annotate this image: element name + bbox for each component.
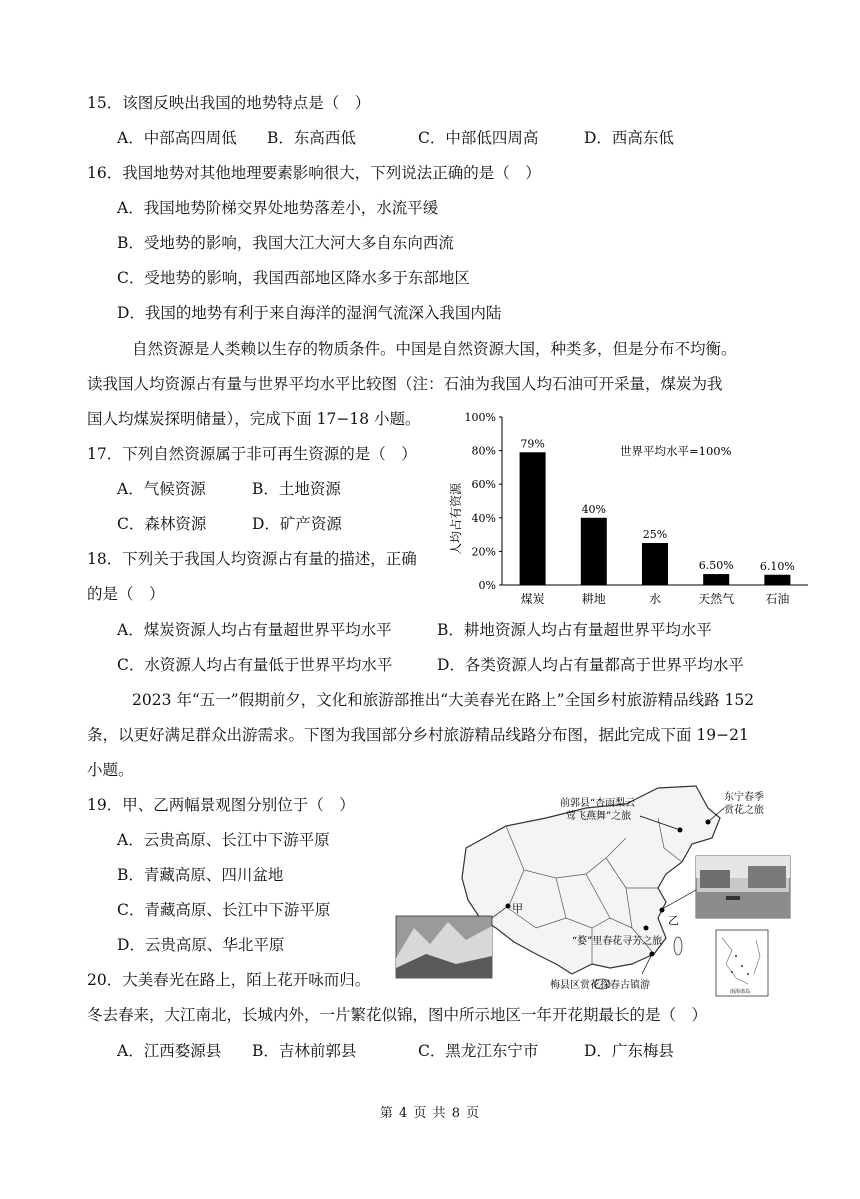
q20-option-b: B．吉林前郭县: [252, 1042, 357, 1060]
chart-bar: [520, 452, 546, 585]
chart-value-label: 40%: [581, 502, 607, 516]
chart-bar: [642, 543, 668, 585]
marker-wuyuan: [644, 926, 649, 931]
chart-category-label: 天然气: [698, 592, 735, 606]
chart-y-tick-label: 60%: [471, 478, 496, 492]
q16-stem: 16．我国地势对其他地理要素影响很大，下列说法正确的是（ ）: [87, 164, 541, 182]
q18-stem-line2: 的是（ ）: [87, 585, 165, 603]
label-qianguo-line2: 莺飞燕舞”之旅: [566, 811, 632, 822]
chart-value-label: 79%: [520, 437, 545, 451]
q19-stem: 19．甲、乙两幅景观图分别位于（ ）: [87, 796, 355, 814]
chart-y-tick-label: 0%: [478, 579, 496, 592]
q15-stem: 15．该图反映出我国的地势特点是（ ）: [87, 94, 371, 112]
q16-option-a: A．我国地势阶梯交界处地势落差小，水流平缓: [117, 199, 439, 217]
q15-option-d: D．西高东低: [584, 129, 674, 147]
chart-axes: [465, 411, 808, 592]
q19-option-a: A．云贵高原、长江中下游平原: [117, 831, 330, 849]
chart-bars: [520, 437, 795, 606]
chart-y-tick-label: 20%: [471, 545, 496, 559]
passage1-line2: 读我国人均资源占有量与世界平均水平比较图（注：石油为我国人均石油可开采量，煤炭为我: [87, 375, 723, 393]
label-meixian: 梅县区赏花探春古镇游: [550, 980, 650, 991]
q18-option-b: B．耕地资源人均占有量超世界平均水平: [437, 621, 712, 639]
q16-option-d: D．我国的地势有利于来自海洋的湿润气流深入我国内陆: [117, 304, 502, 322]
resource-bar-chart: [449, 409, 812, 609]
q17-option-a: A．气候资源: [117, 480, 206, 498]
photo-yi: [696, 856, 790, 918]
q20-option-c: C．黑龙江东宁市: [418, 1042, 539, 1060]
south-china-sea-inset: [716, 930, 768, 996]
chart-ylabel: 人均占有资源: [449, 482, 463, 556]
chart-bar: [581, 518, 607, 585]
marker-yi: [660, 908, 665, 913]
chart-bar: [764, 575, 790, 585]
chart-category-label: 石油: [765, 592, 790, 606]
chart-y-tick-label: 100%: [464, 411, 496, 424]
passage2-line2: 条，以更好满足群众出游需求。下图为我国部分乡村旅游精品线路分布图，据此完成下面 19−21: [87, 726, 749, 744]
q19-option-c: C．青藏高原、长江中下游平原: [117, 901, 331, 919]
chart-category-label: 水: [648, 592, 662, 606]
chart-category-label: 煤炭: [520, 592, 545, 606]
q18-stem-line1: 18．下列关于我国人均资源占有量的描述，正确: [87, 550, 417, 568]
q16-option-b: B．受地势的影响，我国大江大河大多自东向西流: [117, 234, 454, 252]
q20-option-d: D．广东梅县: [584, 1042, 674, 1060]
label-wuyuan: “婺”里春花寻芳之旅: [572, 936, 663, 947]
q15-option-a: A．中部高四周低: [117, 129, 237, 147]
q16-option-c: C．受地势的影响，我国西部地区降水多于东部地区: [117, 269, 470, 287]
label-dongning-line2: 赏花之旅: [724, 805, 764, 816]
q15-option-c: C．中部低四周高: [418, 129, 539, 147]
label-qianguo-line1: 前郭县“杏雨梨云: [560, 798, 636, 809]
label-dongning-line1: 东宁春季: [724, 792, 764, 803]
page-footer: 第 4 页 共 8 页: [379, 1106, 481, 1121]
q18-option-a: A．煤炭资源人均占有量超世界平均水平: [117, 621, 392, 639]
chart-bar: [703, 574, 729, 585]
q20-option-a: A．江西婺源县: [117, 1042, 222, 1060]
passage2-line3: 小题。: [87, 761, 134, 779]
passage1-line3: 国人均煤炭探明储量），完成下面 17−18 小题。: [87, 410, 421, 428]
q20-stem-line2: 冬去春来，大江南北，长城内外，一片繁花似锦，图中所示地区一年开花期最长的是（ ）: [87, 1006, 708, 1024]
inset-label: 南海诸岛: [730, 989, 751, 995]
q17-option-c: C．森林资源: [117, 515, 207, 533]
q19-option-d: D．云贵高原、华北平原: [117, 936, 285, 954]
q15-option-b: B．东高西低: [267, 129, 356, 147]
q17-option-b: B．土地资源: [252, 480, 341, 498]
taiwan-island: [674, 937, 682, 955]
chart-value-label: 6.10%: [759, 559, 795, 573]
chart-value-label: 6.50%: [698, 559, 734, 573]
q19-option-b: B．青藏高原、四川盆地: [117, 866, 284, 884]
q17-option-d: D．矿产资源: [252, 515, 342, 533]
q18-option-d: D．各类资源人均占有量都高于世界平均水平: [437, 656, 744, 674]
rural-tourism-map: [396, 778, 792, 998]
q18-option-c: C．水资源人均占有量低于世界平均水平: [117, 656, 393, 674]
chart-y-tick-label: 40%: [471, 511, 496, 525]
q20-stem-line1: 20．大美春光在路上，陌上花开咏而归。: [87, 971, 371, 989]
passage2-line1: 2023 年“五一”假期前夕，文化和旅游部推出“大美春光在路上”全国乡村旅游精品线路 152: [132, 691, 755, 709]
photo-jia: [396, 916, 492, 978]
passage1-line1: 自然资源是人类赖以生存的物质条件。中国是自然资源大国，种类多，但是分布不均衡。: [132, 340, 737, 358]
chart-value-label: 25%: [642, 528, 668, 541]
chart-annotation: 世界平均水平=100%: [620, 444, 732, 458]
label-yi: 乙: [668, 914, 679, 927]
q17-stem: 17．下列自然资源属于非可再生资源的是（ ）: [87, 445, 417, 463]
chart-category-label: 耕地: [581, 592, 606, 606]
label-jia: 甲: [512, 902, 523, 915]
chart-y-tick-label: 80%: [471, 444, 496, 458]
